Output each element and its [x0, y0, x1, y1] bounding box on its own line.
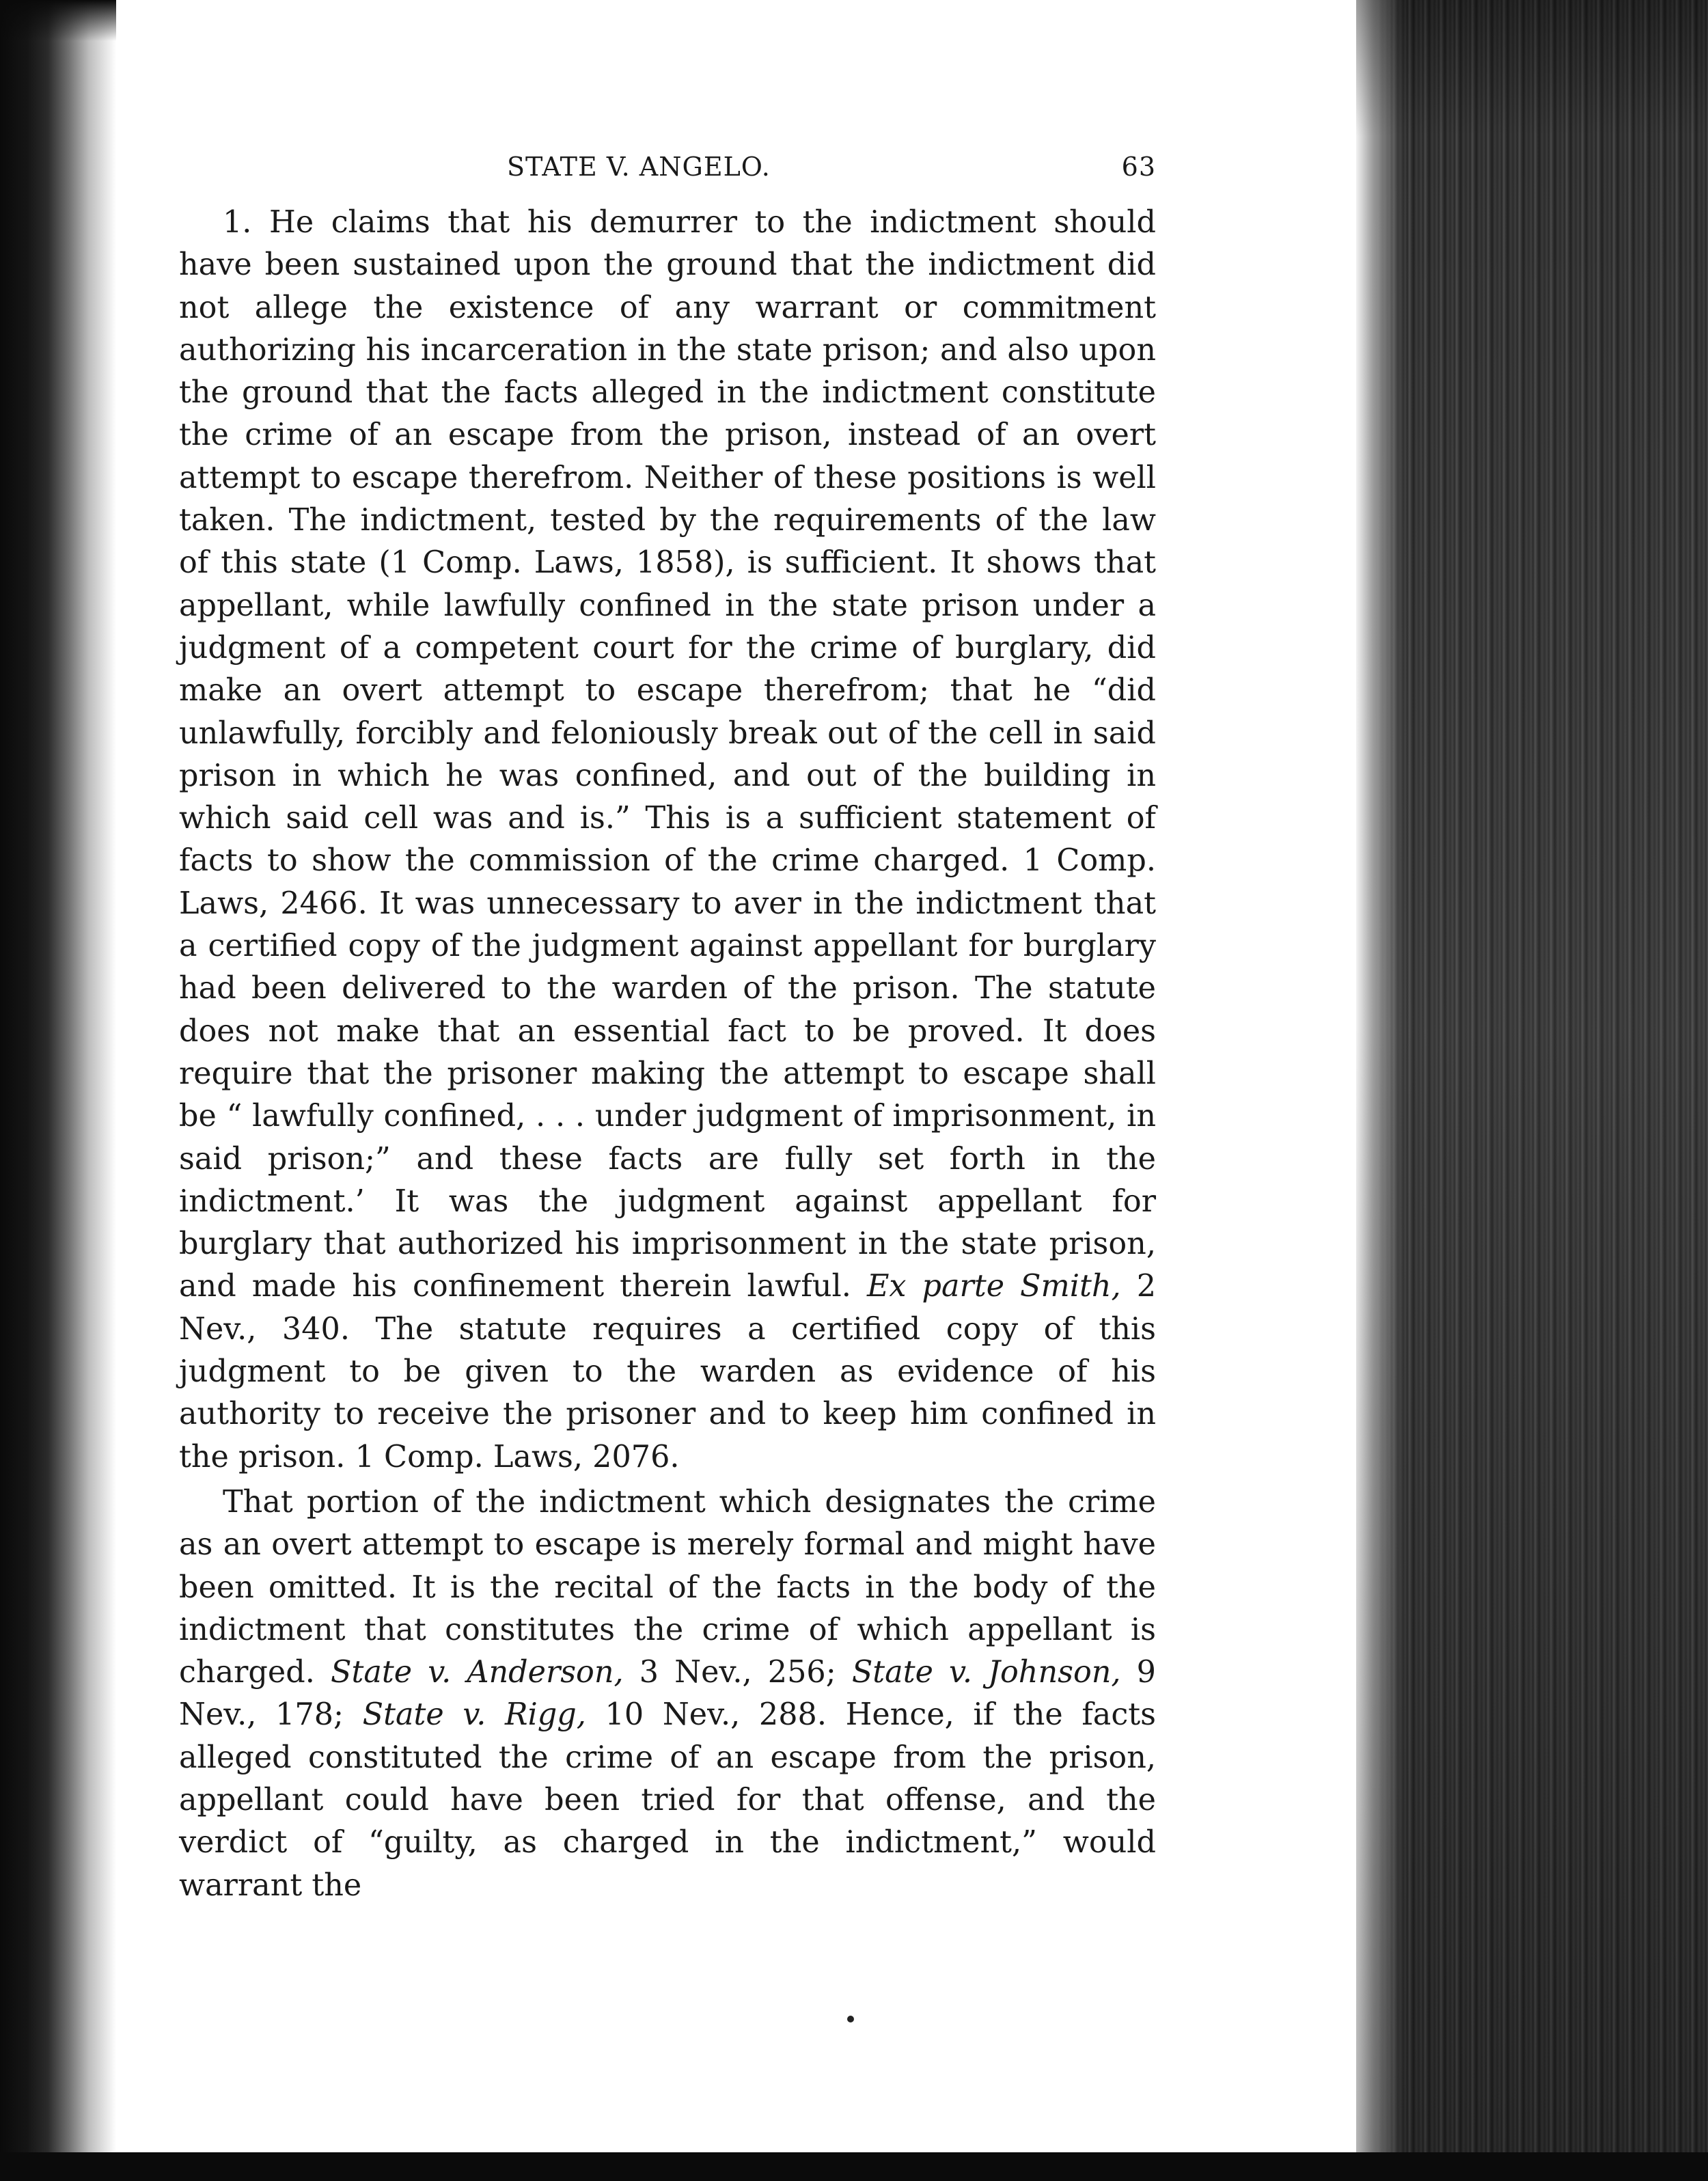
page-text-block [179, 137, 1156, 1907]
paragraph-2-text-b: 3 Nev., 256; [623, 1655, 852, 1690]
paragraph-1 [179, 202, 1156, 1479]
book-gutter-shadow [0, 0, 116, 2181]
book-fore-edge [1356, 0, 1708, 2181]
body-text [179, 202, 1156, 1907]
citation-state-v-rigg: State v. Rigg, [362, 1697, 586, 1733]
paragraph-2 [179, 1481, 1156, 1907]
scan-bottom-border [0, 2152, 1708, 2181]
paragraph-1-text-b: 2 Nev., 340. The statute requires a certified copy of this judgment to be given to the warden as evidence of his authority to receive the prisoner and to keep him confined in the prison. 1 Comp. Laws, 2076. [179, 1269, 1157, 1474]
citation-state-v-johnson: State v. Johnson, [851, 1655, 1121, 1690]
page-number: 63 [1121, 152, 1156, 182]
paragraph-2-text-d: 10 Nev., 288. Hence, if the facts alleged constituted the crime of an escape from the prison, appellant could have been tried for that offense, and the verdict of “guilty, as charged in the indictment,” would warrant the [179, 1697, 1156, 1903]
book-gutter-top-shadow [0, 0, 116, 41]
ink-speck [847, 2016, 854, 2022]
citation-state-v-anderson: State v. Anderson, [330, 1655, 624, 1690]
paragraph-2-text-a: That portion of the indictment which designates the crime as an overt attempt to escape is merely formal and might have been omitted. It is the recital of the facts in the body of the indictment that constitutes the crime of which appellant is charged. [179, 1484, 1156, 1690]
running-head-title: STATE V. ANGELO. [507, 152, 771, 182]
running-head [179, 137, 1156, 184]
paragraph-1-text-a: 1. He claims that his demurrer to the indictment should have been sustained upon the ground that the indictment did not allege the existence of any warrant or commitment authorizing his incarceration in the state prison; and also upon the ground that the facts alleged in the indictment constitute the crime of an escape from the prison, instead of an overt attempt to escape therefrom. Neither of these positions is well taken. The indictment, tested by the requirements of the law of this state (1 Comp. Laws, 1858), is sufficient. It shows that appellant, while lawfully confined in the state prison under a judgment of a competent court for the crime of burglary, did make an overt attempt to escape therefrom; that he “did unlawfully, forcibly and feloniously break out of the cell in said prison in which he was confined, and out of the building in which said cell was and is.” This is a sufficient statement of facts to show the commission of the crime charged. 1 Comp. Laws, 2466. It was unnecessary to aver in the indictment that a certified copy of the judgment against appellant for burglary had been delivered to the warden of the prison. The statute does not make that an essential fact to be proved. It does require that the prisoner making the attempt to escape shall be “ lawfully confined, . . . under judgment of imprisonment, in said prison;” and these facts are fully set forth in the indictment.’ It was the judgment against appellant for burglary that authorized his imprisonment in the state prison, and made his confinement therein lawful. [179, 205, 1156, 1304]
citation-ex-parte-smith: Ex parte Smith, [866, 1269, 1121, 1304]
paragraph-2-text-c: 9 Nev., 178; [179, 1655, 1156, 1733]
